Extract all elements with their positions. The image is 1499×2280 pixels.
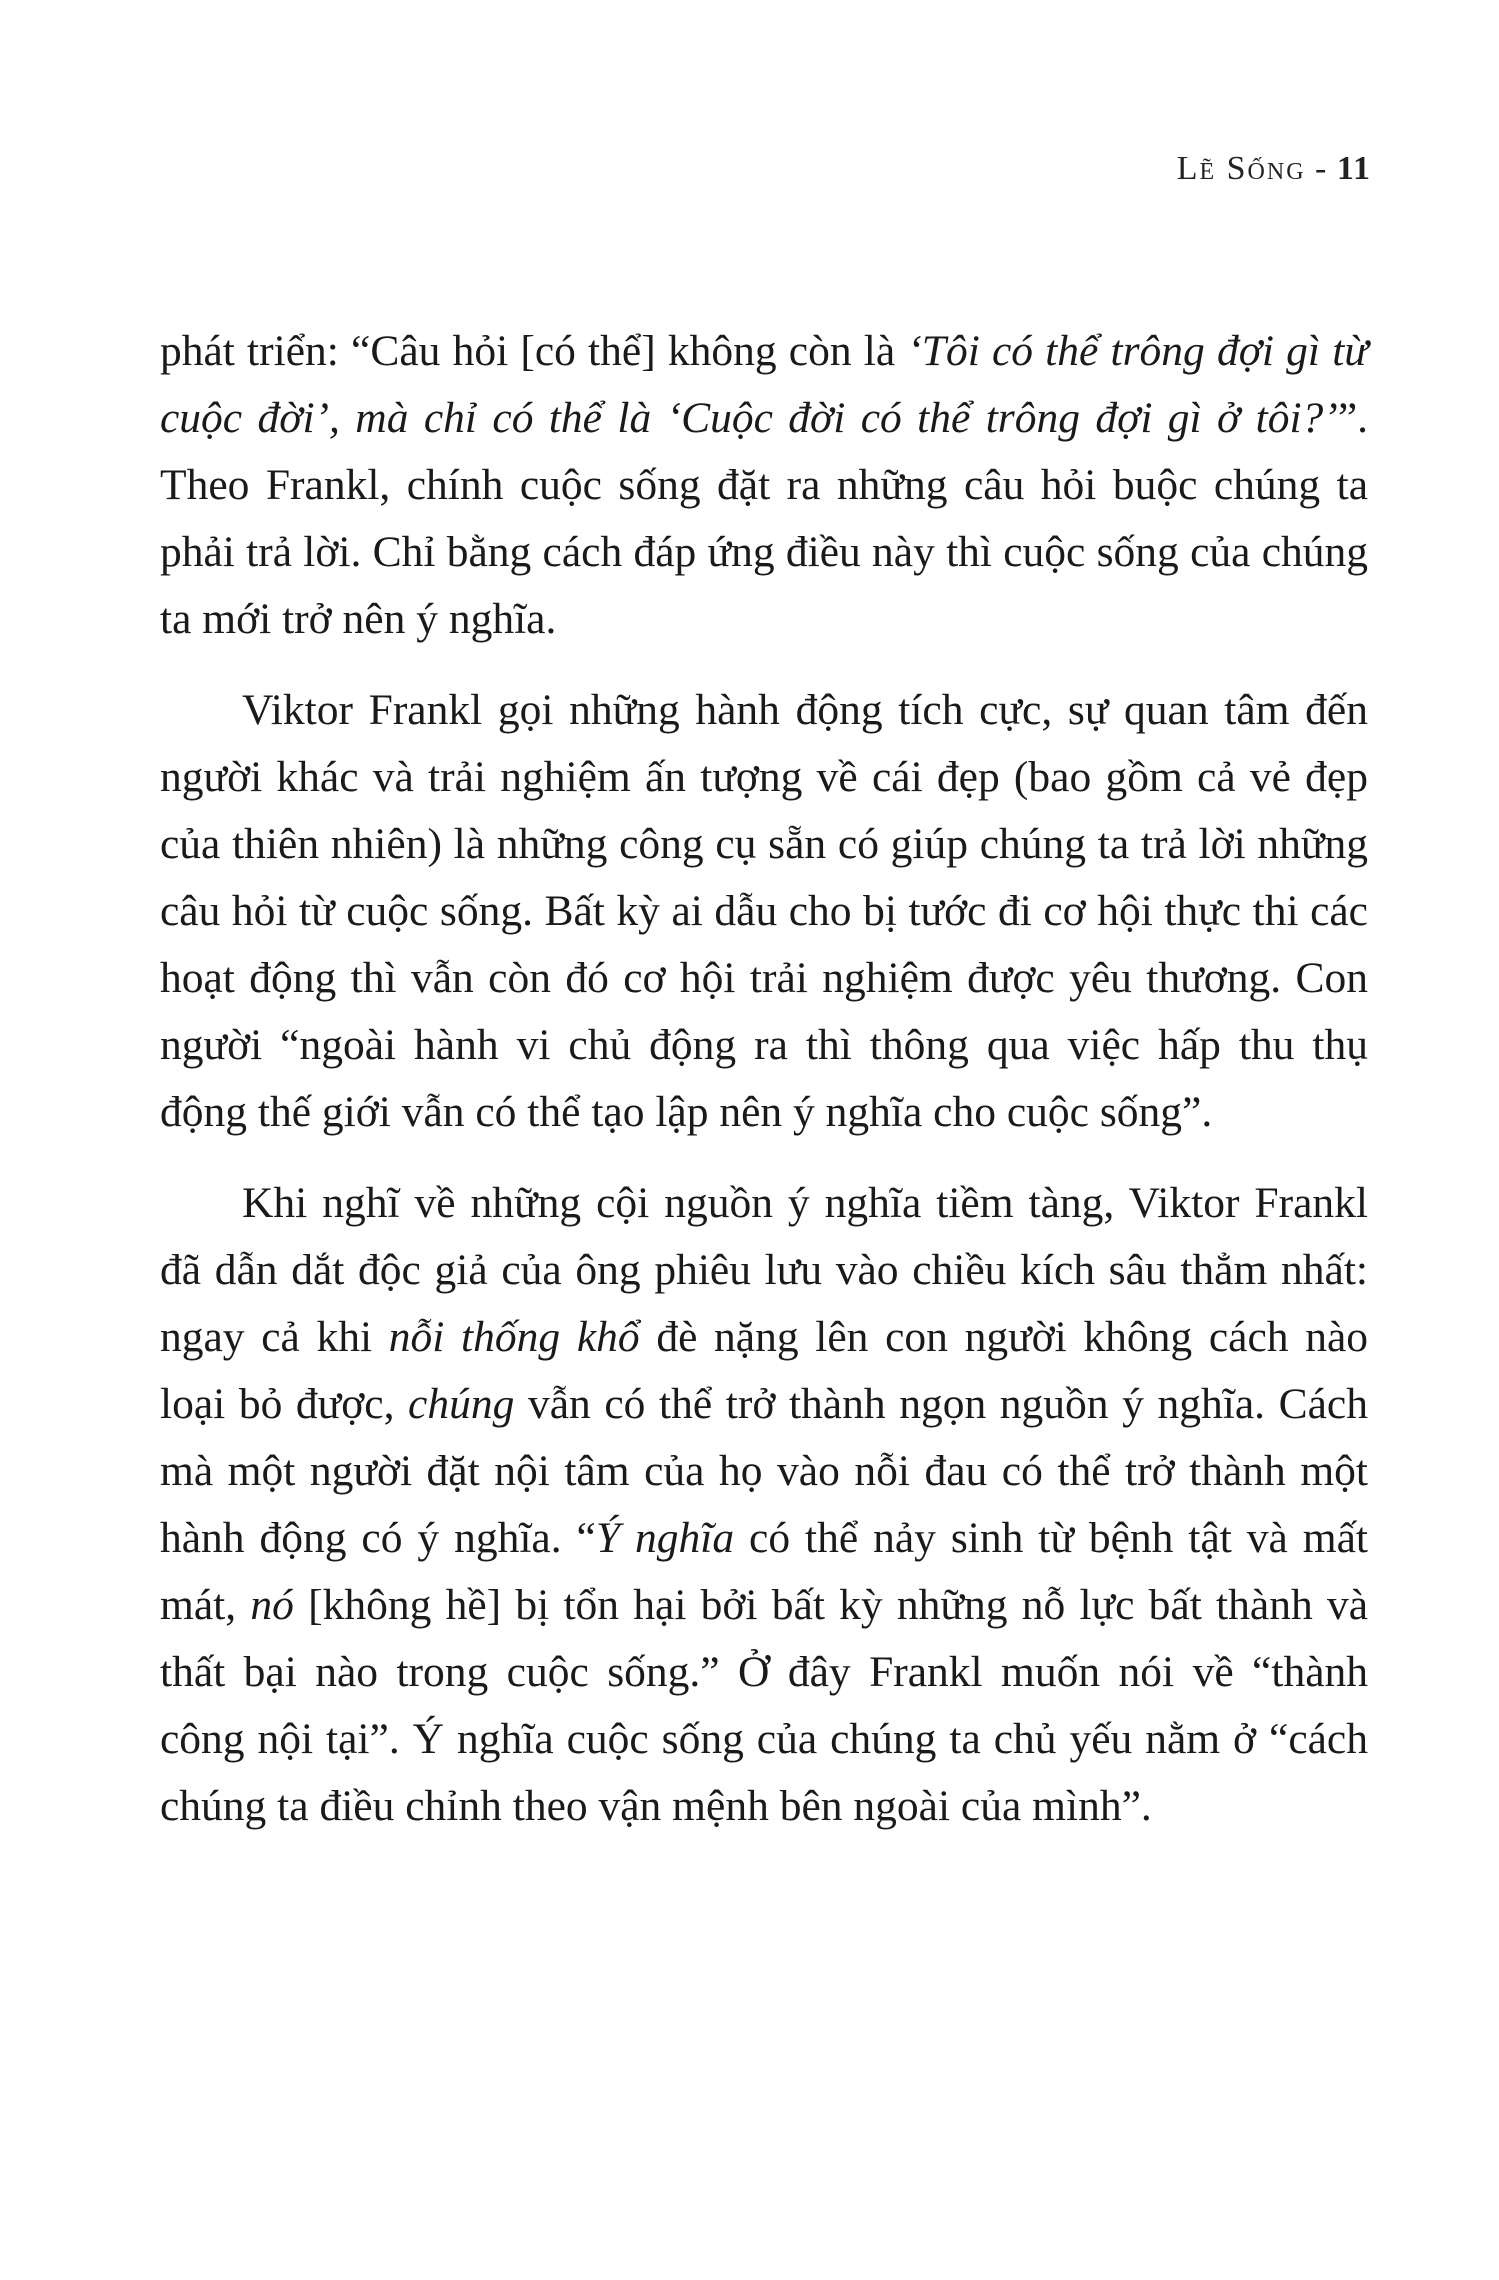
italic-emphasis: nó	[250, 1581, 294, 1629]
running-header	[1177, 150, 1371, 188]
text-run: Khi nghĩ về những cội nguồn ý nghĩa tiềm tàng, Viktor Frankl đã dẫn dắt độc giả của ông phiêu lưu vào chiều kích sâu thẳm nhất: ngay cả khi	[160, 1179, 1368, 1361]
italic-emphasis: chúng	[408, 1380, 515, 1428]
paragraph-1	[160, 318, 1368, 653]
text-run: vẫn có thể trở thành ngọn nguồn ý nghĩa. Cách mà một người đặt nội tâm của họ vào nỗi đau có thể trở thành một hành động có ý nghĩa. “	[160, 1380, 1368, 1562]
text-run: đè nặng lên con người không cách nào loại bỏ được,	[160, 1313, 1369, 1428]
text-run: [không hề] bị tổn hại bởi bất kỳ những nỗ lực bất thành và thất bại nào trong cuộc sống.” Ở đây Frankl muốn nói về “thành công nội tại”. Ý nghĩa cuộc sống của chúng ta chủ yếu nằm ở “cách chúng ta điều chỉnh theo vận mệnh bên ngoài của mình”.	[160, 1581, 1369, 1830]
page-number: 11	[1336, 150, 1371, 187]
running-header-title: Lẽ Sống	[1176, 150, 1306, 187]
italic-quote: ‘Tôi có thể trông đợi gì từ cuộc đời’, mà chỉ có thể là ‘Cuộc đời có thể trông đợi gì ở tôi?’	[160, 327, 1369, 442]
italic-emphasis: nỗi thống khổ	[388, 1313, 640, 1361]
text-run: ”. Theo Frankl, chính cuộc sống đặt ra những câu hỏi buộc chúng ta phải trả lời. Chỉ bằng cách đáp ứng điều này thì cuộc sống của chúng ta mới trở nên ý nghĩa.	[160, 394, 1368, 643]
body-text	[160, 318, 1368, 1864]
paragraph-2	[160, 677, 1368, 1146]
running-header-separator: -	[1305, 150, 1337, 187]
paragraph-3	[160, 1170, 1368, 1840]
italic-emphasis: Ý nghĩa	[595, 1514, 735, 1562]
text-run: Viktor Frankl gọi những hành động tích cực, sự quan tâm đến người khác và trải nghiệm ấn tượng về cái đẹp (bao gồm cả vẻ đẹp của thiên nhiên) là những công cụ sẵn có giúp chúng ta trả lời những câu hỏi từ cuộc sống. Bất kỳ ai dẫu cho bị tước đi cơ hội thực thi các hoạt động thì vẫn còn đó cơ hội trải nghiệm được yêu thương. Con người “ngoài hành vi chủ động ra thì thông qua việc hấp thu thụ động thế giới vẫn có thể tạo lập nên ý nghĩa cho cuộc sống”.	[160, 686, 1368, 1136]
text-run: có thể nảy sinh từ bệnh tật và mất mát,	[160, 1514, 1368, 1629]
text-run: phát triển: “Câu hỏi [có thể] không còn là	[160, 327, 908, 375]
